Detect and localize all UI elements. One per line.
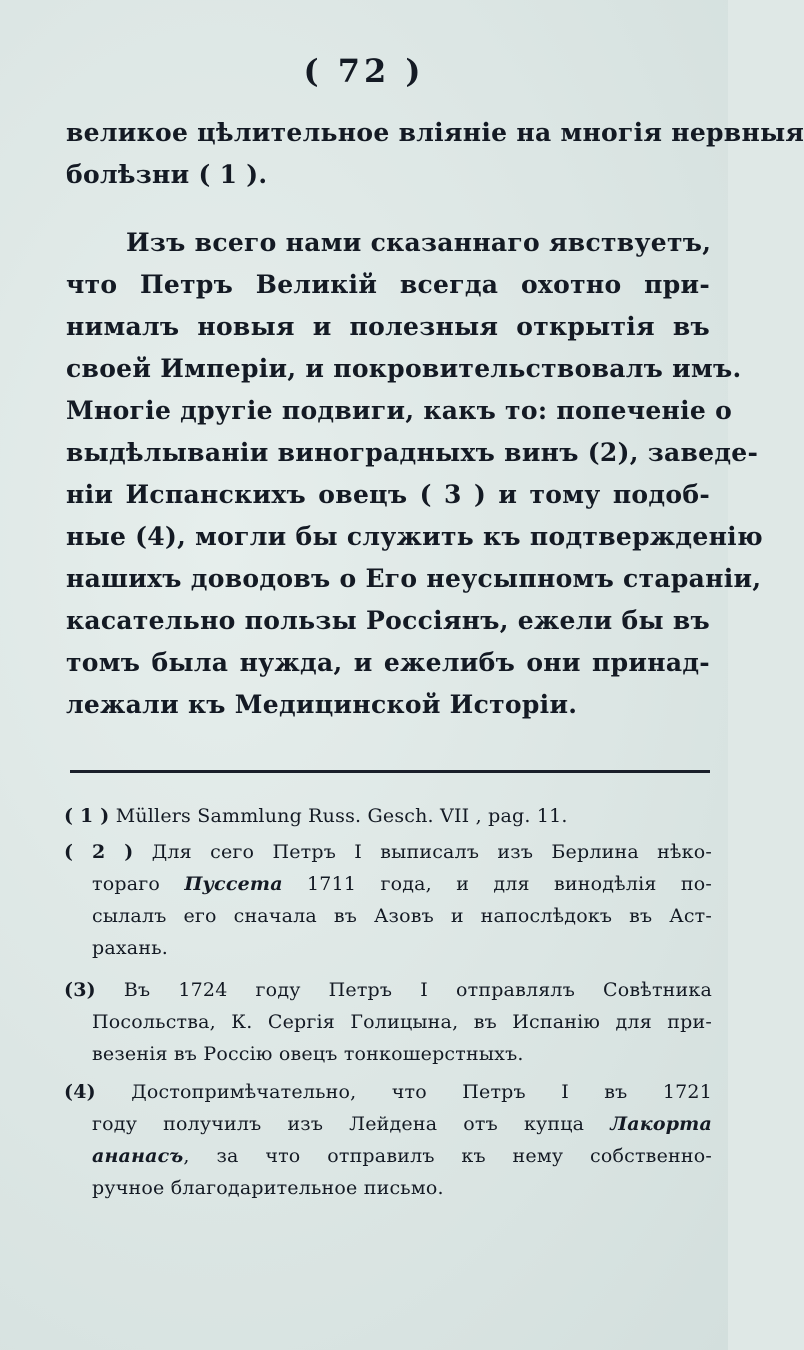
text-line: своей Имперіи, и покровительствовалъ имъ. bbox=[66, 354, 742, 383]
footnote-marker: ( 2 ) bbox=[64, 841, 134, 863]
italic-item: ананасъ bbox=[92, 1145, 184, 1167]
footnote-marker: (3) bbox=[64, 979, 96, 1001]
text-line: ные (4), могли бы служить къ подтвержденію bbox=[66, 522, 763, 551]
footnote-text: Для сего Петръ I выписалъ изъ Берлина нѣко- bbox=[151, 841, 712, 863]
footnote-text: тораго bbox=[92, 873, 161, 895]
footnote-line bbox=[64, 1076, 712, 1108]
footnote-text: Достопримѣчательно, что Петръ I въ 1721 bbox=[131, 1081, 712, 1103]
footnote-text: Müllers Sammlung Russ. Gesch. VII , pag. 11. bbox=[115, 805, 568, 827]
text-line: болѣзни ( 1 ). bbox=[66, 160, 268, 189]
footnote-line: везенія въ Россію овецъ тонкошерстныхъ. bbox=[92, 1043, 524, 1065]
footnote-line: Посольства, К. Сергія Голицына, въ Испанію для при- bbox=[92, 1011, 712, 1033]
footnote-marker: (4) bbox=[64, 1081, 96, 1103]
text-line: великое цѣлительное вліяніе на многія нервныя bbox=[66, 118, 804, 147]
footnote-text: Въ 1724 году Петръ I отправлялъ Совѣтника bbox=[123, 979, 712, 1001]
footnote-line bbox=[64, 868, 712, 900]
text-line: касательно пользы Россіянъ, ежели бы въ bbox=[66, 606, 711, 635]
text-line: лежали къ Медицинской Исторіи. bbox=[66, 690, 578, 719]
footnote-line: ананасъ, за что отправилъ къ нему собственно- bbox=[92, 1145, 712, 1167]
footnote-3 bbox=[64, 974, 712, 1070]
text-line: нималъ новыя и полезныя открытія въ bbox=[66, 312, 710, 341]
footnote-line bbox=[64, 836, 712, 868]
footnote-marker: ( 1 ) bbox=[64, 805, 110, 827]
footnote-line: сылалъ его сначала въ Азовъ и напослѣдокъ въ Аст- bbox=[92, 905, 712, 927]
footnote-text: году получилъ изъ Лейдена отъ купца bbox=[92, 1113, 585, 1135]
footnote-line: ручное благодарительное письмо. bbox=[92, 1177, 444, 1199]
footnote-divider bbox=[70, 770, 710, 773]
footnote-1 bbox=[64, 800, 712, 832]
text-line: Изъ всего нами сказаннаго явствуетъ, bbox=[126, 228, 712, 257]
italic-name: Пуссета bbox=[184, 873, 283, 895]
paragraph-main bbox=[66, 222, 763, 726]
text-line: что Петръ Великій всегда охотно при- bbox=[66, 270, 710, 299]
footnote-4 bbox=[64, 1076, 712, 1204]
footnote-text: за что отправилъ къ нему собственно- bbox=[216, 1145, 712, 1167]
text-line: нашихъ доводовъ о Его неусыпномъ стараніи, bbox=[66, 564, 762, 593]
footnote-line bbox=[64, 974, 712, 1006]
footnote-line bbox=[64, 1108, 712, 1140]
paragraph-continuation bbox=[66, 112, 804, 196]
text-line: выдѣлываніи виноградныхъ винъ (2), заведе- bbox=[66, 438, 759, 467]
footnote-line: рахань. bbox=[92, 937, 168, 959]
text-line: томъ была нужда, и ежелибъ они принад- bbox=[66, 648, 710, 677]
text-line: Многіе другіе подвиги, какъ то: попеченіе о bbox=[66, 396, 733, 425]
footnote-2 bbox=[64, 836, 712, 964]
italic-name: Лакорта bbox=[610, 1113, 712, 1135]
footnote-line bbox=[64, 800, 712, 832]
page-number: ( 72 ) bbox=[303, 52, 425, 90]
text-line: ніи Испанскихъ овецъ ( 3 ) и тому подоб- bbox=[66, 480, 710, 509]
footnote-text: 1711 года, и для винодѣлія по- bbox=[307, 873, 712, 895]
